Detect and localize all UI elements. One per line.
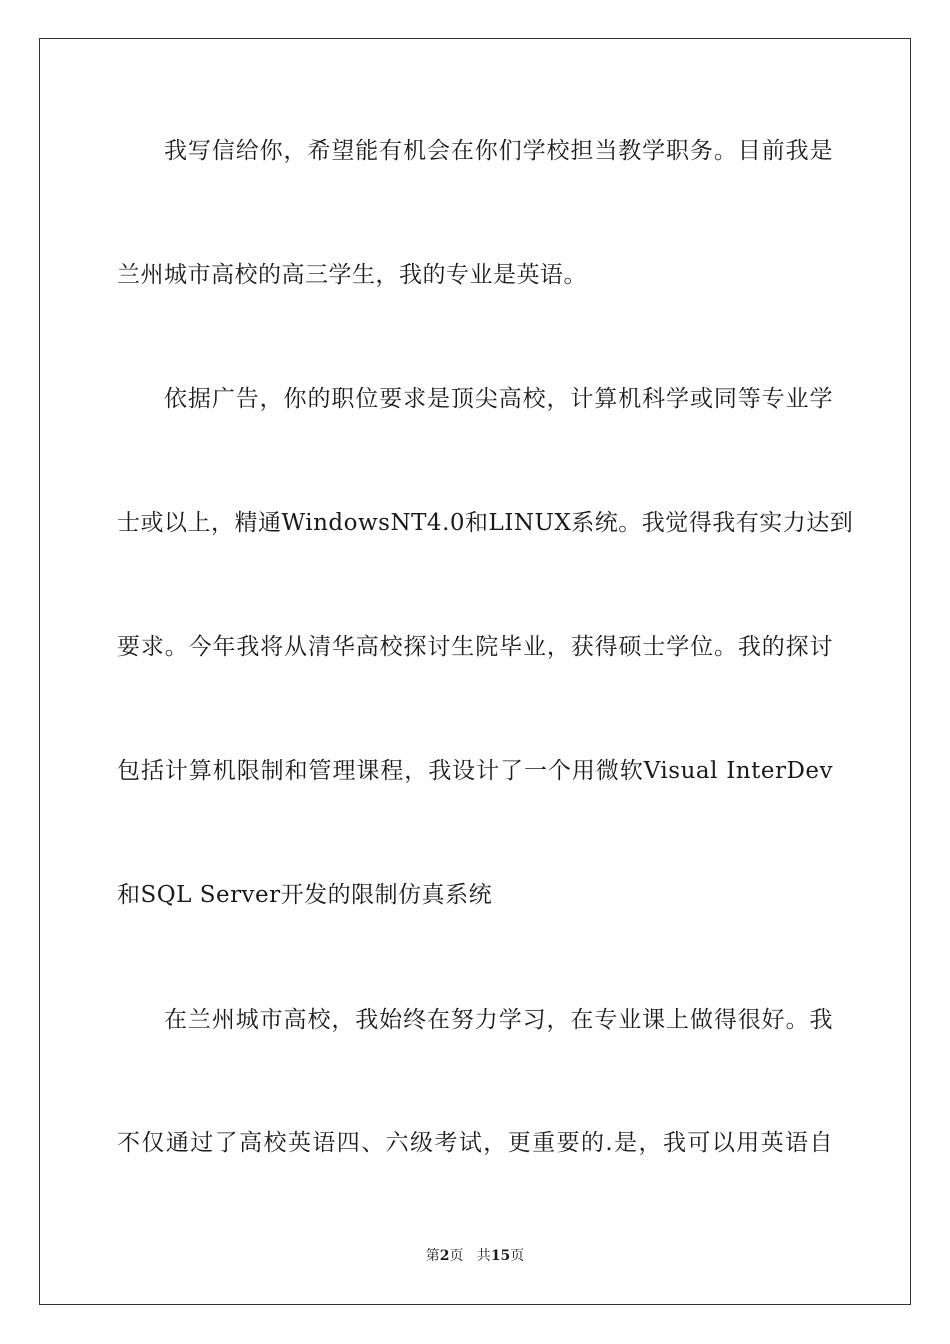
page-border	[39, 38, 911, 1305]
current-page-number: 2	[439, 1248, 450, 1264]
footer-prefix: 第	[425, 1248, 440, 1264]
paragraph-2-line-5: 和SQL Server开发的限制仿真系统	[117, 882, 493, 908]
footer-total-suffix: 页	[510, 1248, 525, 1264]
paragraph-3-line-1: 在兰州城市高校，我始终在努力学习，在专业课上做得很好。我	[164, 1007, 833, 1033]
page-number-footer	[0, 1247, 950, 1265]
paragraph-3-line-2: 不仅通过了高校英语四、六级考试，更重要的.是，我可以用英语自	[117, 1130, 833, 1156]
paragraph-2-line-3: 要求。今年我将从清华高校探讨生院毕业，获得硕士学位。我的探讨	[117, 634, 833, 660]
paragraph-2-line-1: 依据广告，你的职位要求是顶尖高校，计算机科学或同等专业学	[164, 386, 833, 412]
paragraph-2-line-4: 包括计算机限制和管理课程，我设计了一个用微软Visual InterDev	[117, 758, 833, 784]
paragraph-1-line-1: 我写信给你，希望能有机会在你们学校担当教学职务。目前我是	[164, 138, 833, 164]
paragraph-1-line-2: 兰州城市高校的高三学生，我的专业是英语。	[117, 262, 587, 288]
footer-page-suffix: 页 共	[449, 1248, 491, 1264]
total-page-number: 15	[490, 1248, 511, 1264]
paragraph-2-line-2: 士或以上，精通WindowsNT4.0和LINUX系统。我觉得我有实力达到	[117, 510, 854, 536]
